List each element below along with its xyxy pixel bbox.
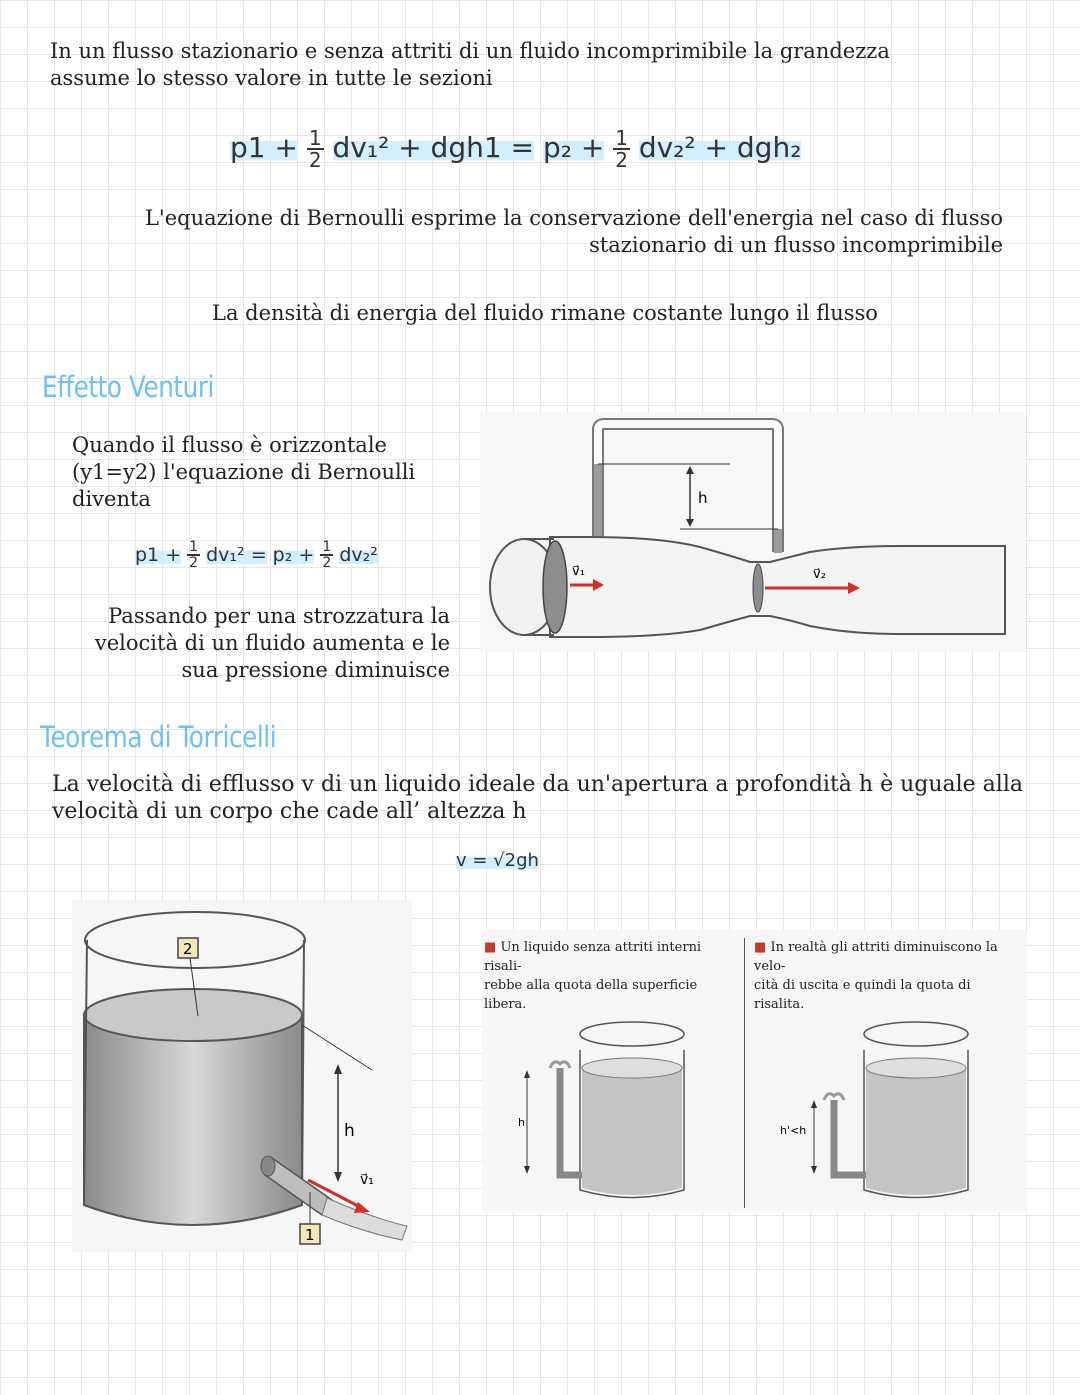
torricelli-formula-text: v = √2gh [456,850,539,871]
bernoulli-explanation [100,205,1003,259]
right-vessel-rim [864,1022,968,1046]
intro-line-2: assume lo stesso valore in tutte le sezioni [50,66,493,90]
half-num: 1 [189,539,199,555]
venturi-note-line-1: Passando per una strozzatura la [108,604,450,628]
venturi-note-line-3: sua pressione diminuisce [181,658,450,682]
venturi-lhs-rest: dv₁² = [206,543,267,566]
left-caption-line-1: ■ Un liquido senza attriti interni risali- [484,940,702,974]
venturi-formula [135,540,378,570]
bernoulli-line-2: stazionario di un flusso incomprimibile [589,233,1003,257]
right-caption-text-1: In realtà gli attriti diminuiscono la velo- [754,940,998,974]
venturi-description [72,432,415,513]
venturi-p2: p₂ + [272,543,315,566]
half-num: 1 [615,126,628,150]
right-caption-line-2: cità di uscita e quindi la quota di risalita. [754,978,971,1012]
section-1-disk [543,541,567,633]
left-vessel-rim [580,1022,684,1046]
manometer-fluid-left [594,464,602,544]
formula-half-2 [613,128,630,170]
formula-p2: p₂ + [542,131,605,164]
venturi-p1: p1 + [135,543,182,566]
comparison-vessels [482,1000,1027,1210]
venturi-half-1 [187,540,200,570]
left-water-surface [582,1058,682,1078]
right-side-tube [834,1100,866,1175]
venturi-note [60,603,450,684]
formula-p1: p1 + [230,131,298,164]
right-caption-line-1: ■ In realtà gli attriti diminuiscono la velo- [754,940,998,974]
left-side-tube [560,1068,582,1175]
left-fountain [550,1062,570,1068]
venturi-desc-line-3: diventa [72,487,151,511]
torricelli-description [52,771,1023,825]
venturi-half-2 [320,540,333,570]
venturi-tube-figure [480,412,1025,652]
left-vessel-water [582,1068,682,1195]
venturi-title: Effetto Venturi [42,370,214,404]
left-h-label: h [518,1116,525,1129]
torricelli-tank-figure [72,900,412,1252]
half-num: 1 [308,126,322,150]
right-water-surface [866,1058,966,1078]
comparison-figure [482,930,1027,1212]
right-vessel-water [866,1068,966,1195]
intro-text [50,38,890,92]
half-num: 1 [322,539,332,555]
venturi-note-line-2: velocità di un fluido aumenta e le [94,631,450,655]
right-h-label: h'<h [780,1124,807,1137]
left-caption-text-1: Un liquido senza attriti interni risali- [484,940,702,974]
venturi-v1-label: v⃗₁ [572,564,585,579]
intro-line-1: In un flusso stazionario e senza attriti di un fluido incomprimibile la grandezza [50,39,890,63]
bernoulli-line-1: L'equazione di Bernoulli esprime la conservazione dell'energia nel caso di flusso [144,206,1003,230]
tank-label-2: 2 [183,940,193,958]
torricelli-line-1: La velocità di efflusso v di un liquido ideale da un'apertura a profondità h è uguale alla [52,772,1023,797]
venturi-desc-line-2: (y1=y2) l'equazione di Bernoulli [72,460,416,484]
torricelli-line-2: velocità di un corpo che cade all’ altezza h [52,799,527,824]
section-2-disk [753,564,763,612]
venturi-v2-label: v⃗₂ [813,567,826,582]
venturi-h-label: h [698,489,708,507]
energy-density-text: La densità di energia del fluido rimane costante lungo il flusso [212,301,878,325]
left-caption-line-2: rebbe alla quota della superficie libera. [484,978,698,1012]
half-den: 2 [322,555,332,571]
bernoulli-formula [230,128,801,170]
water-surface [84,989,302,1041]
manometer-fluid-right [774,529,782,553]
torricelli-title: Teorema di Torricelli [40,720,277,754]
spout-opening [261,1156,275,1176]
half-den: 2 [308,148,322,172]
venturi-rhs-rest: dv₂² [339,543,378,566]
tank-water [84,1015,302,1225]
half-den: 2 [615,148,628,172]
formula-rhs-rest: dv₂² + dgh₂ [638,131,802,164]
right-fountain [824,1094,844,1100]
formula-half-1 [307,128,324,170]
half-den: 2 [189,555,199,571]
venturi-desc-line-1: Quando il flusso è orizzontale [72,433,387,457]
torricelli-formula [456,850,539,871]
formula-lhs-rest: dv₁² + dgh1 = [332,131,535,164]
tank-label-1: 1 [305,1226,315,1244]
torricelli-h-label: h [344,1121,355,1141]
torricelli-v1-label: v⃗₁ [360,1172,374,1188]
